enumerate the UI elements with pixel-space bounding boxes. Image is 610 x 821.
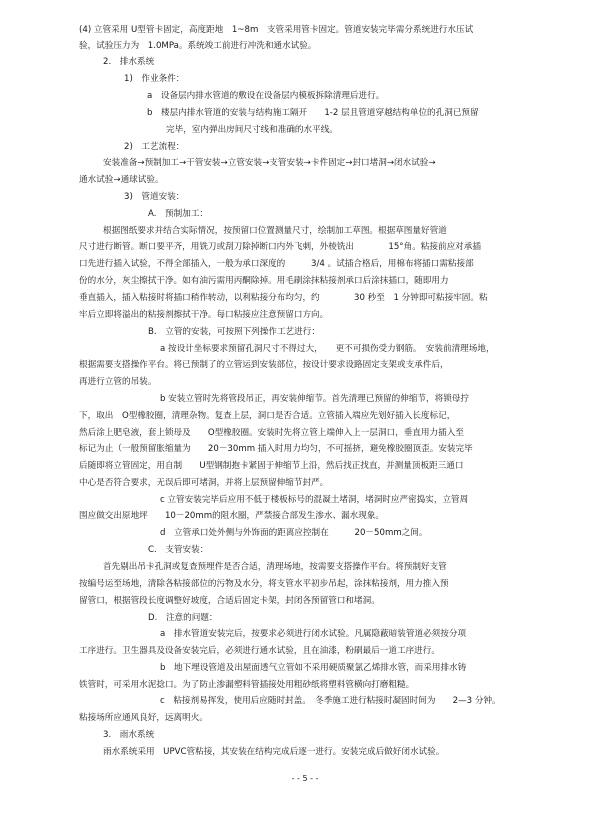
text-line: 按编号运至场地，清除各粘接部位的污物及水分，将支管水平初步吊起，涂抹粘接剂，用力推入预: [79, 579, 449, 589]
text-line: 工序进行。卫生器具及设备安装完后，必须进行通水试验，且在油漆，粉刷最后一道工序进行。: [79, 646, 440, 656]
text-line: (4) 立管采用 U型管卡固定，高度距地 1~8m 支管采用管卡固定。管道安装完毕需分系统进行水压试: [79, 25, 474, 35]
text-line: 验，试验压力为 1.0MPa。系统竣工前进行冲洗和通水试验。: [79, 41, 317, 51]
text-line: 通水试验→通球试验。: [79, 175, 164, 185]
text-line: 雨水系统采用 UPVC管粘接，其安装在结构完成后逐一进行。安装完成后做好闭水试验。: [103, 747, 445, 757]
text-line: 垂直插入，插入粘接时将插口稍作转动，以利粘接分布均匀，约 30 秒至 1 分钟即可粘接牢固。粘: [79, 293, 488, 303]
text-line: 1) 作业条件：: [124, 74, 185, 84]
text-line: C. 支管安装：: [148, 545, 209, 555]
text-line: 3. 雨水系统: [103, 730, 155, 740]
page-number: - - 5 - -: [291, 774, 319, 783]
text-line: c 粘接剂易挥发，使用后应随时封盖。 冬季施工进行粘接时凝固时间为 2—3 分钟。: [160, 696, 501, 706]
text-line: 后随即将立管固定，用自制 U型钢制抱卡紧固于伸缩节上沿，然后找正找直，并测量顶板距三通口: [79, 461, 464, 471]
text-line: 牢后立即将溢出的粘接剂擦拭干净。每口粘接应注意预留口方向。: [79, 310, 329, 320]
text-line: c 立管安装完毕后应用不低于楼板标号的混凝土堵洞，堵洞时应严密捣实，立管周: [160, 495, 469, 505]
text-line: 留管口，根据管段长度调整好坡度，合适后固定卡架，封闭各预留管口和堵洞。: [79, 596, 380, 606]
text-line: a 设备层内排水管道的敷设在设备层内模板拆除清理后进行。: [147, 91, 385, 101]
text-line: 首先剔出吊卡孔洞或复查预埋件是否合适，清理场地，按需要支搭操作平台。将预制好支管: [103, 562, 447, 572]
text-line: b 楼层内排水管道的安装与结构施工隔开 1-2 层且管道穿越结构单位的孔洞已预留: [147, 108, 479, 118]
text-line: 根据图纸要求并结合实际情况，按预留口位置测量尺寸，绘制加工草图。根据草图量好管道: [103, 226, 447, 236]
text-line: 2. 排水系统: [103, 57, 155, 67]
text-line: 尺寸进行断管。断口要平齐，用铣刀或刮刀除掉断口内外飞刺，外棱铣出 15°角。粘接前应对承插: [79, 242, 481, 252]
text-line: 3) 管道安装：: [124, 192, 185, 202]
text-line: 口先进行插入试验，不得全部插入，一般为承口深度的 3/4 。试插合格后，用棉布将插口需粘接部: [79, 259, 474, 269]
text-line: 下，取出 O型橡胶圈，清理杂物。复查上层，洞口是否合适。立管插入端应先划好插入长度标记，: [79, 411, 456, 421]
text-line: 粘接场所应通风良好，远离明火。: [79, 713, 208, 723]
text-line: 中心是否符合要求，无误后即可堵洞，并将上层预留伸缩节封严。: [79, 478, 329, 488]
text-line: 铁管时，可采用水泥捻口。为了防止渗漏塑料管插接处用粗砂纸将塑料管横向打磨粗糙。: [79, 680, 415, 690]
text-line: 根据需要支搭操作平台。将已预制了的立管运到安装部位，按设计要求设路固定支架或支承件后，: [79, 360, 449, 370]
text-line: D. 注意的问题：: [148, 613, 218, 623]
text-line: 围应做交出原地坪 10－20mm的阻水圈，严禁接合部发生渗水、漏水现象。: [79, 511, 385, 521]
text-line: 份的水分，灰尘擦拭干净。如有油污需用丙酮除掉。用毛刷涂抹粘接剂承口后涂抹插口，随即用力: [79, 276, 449, 286]
text-line: d 立管承口处外侧与外饰面的距离应控制在 20－50mm之间。: [160, 528, 428, 538]
text-line: A. 预制加工：: [148, 209, 209, 219]
text-line: 再进行立管的吊装。: [79, 377, 157, 387]
text-line: b 安装立管时先将管段吊正，再安装伸缩节。首先清理已预留的伸缩节，将锁母拧: [160, 394, 469, 404]
text-line: b 地下埋设管道及出屋面透气立管如不采用硬质聚氯乙烯排水管，而采用排水铸: [160, 663, 467, 673]
text-line: 2) 工艺流程：: [124, 142, 185, 152]
text-line: 然后涂上肥皂液，套上锁母及 O型橡胶圈。安装时先将立管上端伸入上一层洞口，垂直用力插入至: [79, 428, 464, 438]
text-line: 安装准备→预制加工→干管安装→立管安装→支管安装→卡件固定→封口堵洞→闭水试验→: [103, 158, 436, 168]
text-line: a 排水管道安装完后，按要求必须进行闭水试验。凡属隐蔽暗装管道必须按分项: [160, 629, 467, 639]
text-line: B. 立管的安装，可按照下列操作工艺进行：: [148, 327, 320, 337]
text-line: 标记为止（一般预留胀缩量为 20－30mm 插入时用力均匀，不可摇挤，避免橡胶圈顶歪。安装完毕: [79, 444, 473, 454]
text-line: 完毕，室内弹出房间尺寸线和准确的水平线。: [166, 125, 338, 135]
text-line: a 按设计坐标要求预留孔洞尺寸不得过大， 更不可损伤受力钢筋。 安装前清理场地，: [160, 344, 495, 354]
